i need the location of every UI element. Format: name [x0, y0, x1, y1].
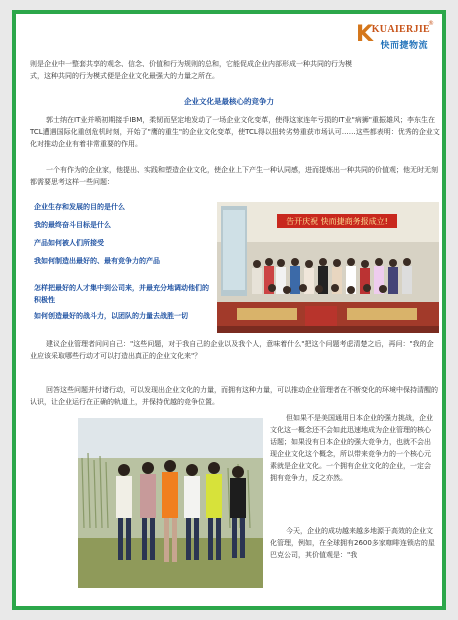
logo-mark-icon: K: [356, 22, 374, 47]
paragraph-answer: 回答这些问题并付诸行动，可以发现出企业文化的力量，而拥有这种力量，可以推动企业管理者在不断变化的环境中保持清醒的认识，让企业运行在正确的轨道上，并保持优越的竞争位置。: [30, 386, 438, 406]
question-item: 我如何制造出最好的、最有竞争力的产品: [34, 257, 160, 265]
paragraph-intro: 则是企业中一整套共享的观念、信念、价值和行为规则的总和，它能促成企业内部形成一种共同的行为模式，这种共同的行为模式便是企业文化最强大的力量之所在。: [30, 60, 352, 80]
paragraph-entrepreneur: 一个有作为的企业家，他提出、实践和塑造企业文化，使企业上下产生一种认同感，进而提炼出一种共同的价值观；他无时无刻都需要思考这样一些问题：: [30, 166, 438, 186]
magazine-page: [12, 10, 446, 610]
photo-office-group: [217, 202, 439, 333]
paragraph-suggestion: 建议企业管理者问问自己："这些问题，对于我自己的企业以及我个人，意味着什么"把这个问题考虑清楚之后，再问："我的企业应该采取哪些行动才可以打造出真正的企业文化来"？: [30, 340, 434, 360]
photo-banner-text: 告开庆祝 快而捷商务报成立!: [286, 217, 388, 226]
logo-registered-mark: ®: [428, 20, 434, 27]
question-item: 如何创造最好的战斗力，以团队的力量去战胜一切: [34, 312, 188, 320]
section-heading: 企业文化是最核心的竞争力: [184, 97, 274, 106]
photo-outdoor-group: [78, 418, 263, 588]
paragraph-ibm-tcl: 郭士纳在IT业并喷初期接手IBM，柔韧而坚定地发动了一场企业文化变革，使得这家连年亏损的IT业"病狮"重振雄风；李东生在TCL遭遇国际化重创危机时刻，开始了"鹰的重生"的企业文化变革，使TCL得以扭转劣势重获市场认可……这些都表明：优秀的企业文化对推动企业有着非常重要的作用。: [30, 116, 440, 148]
logo-brand-en: KUAIERJIE: [371, 24, 430, 35]
question-item: 我的最终奋斗目标是什么: [34, 221, 111, 229]
paragraph-japan-competition: 但如果不是美国通用日本企业的强力挑战，企业文化这一概念还不会如此迅速地成为企业管理的核心话题；如果没有日本企业的强大竞争力，也就不会出现企业文化这个概念，所以带来竞争力的一个核心元素就是企业文化。一个拥有企业文化的企业，一定会拥有竞争力，反之亦然。: [270, 414, 433, 482]
company-logo: [344, 18, 434, 56]
question-item: 产品如何被人们所接受: [34, 239, 104, 247]
question-item: 怎样把最好的人才集中到公司来，并最充分地调动他们的积极性: [34, 284, 209, 304]
logo-brand-cn: 快而捷物流: [380, 41, 428, 51]
question-item: 企业生存和发展的目的是什么: [34, 203, 125, 211]
paragraph-starbucks: 今天，企业的成功越来越多地源于高效的企业文化管理，例如，在全球拥有2600多家咖啡连锁店的星巴克公司，其价值观是："我: [270, 527, 435, 559]
